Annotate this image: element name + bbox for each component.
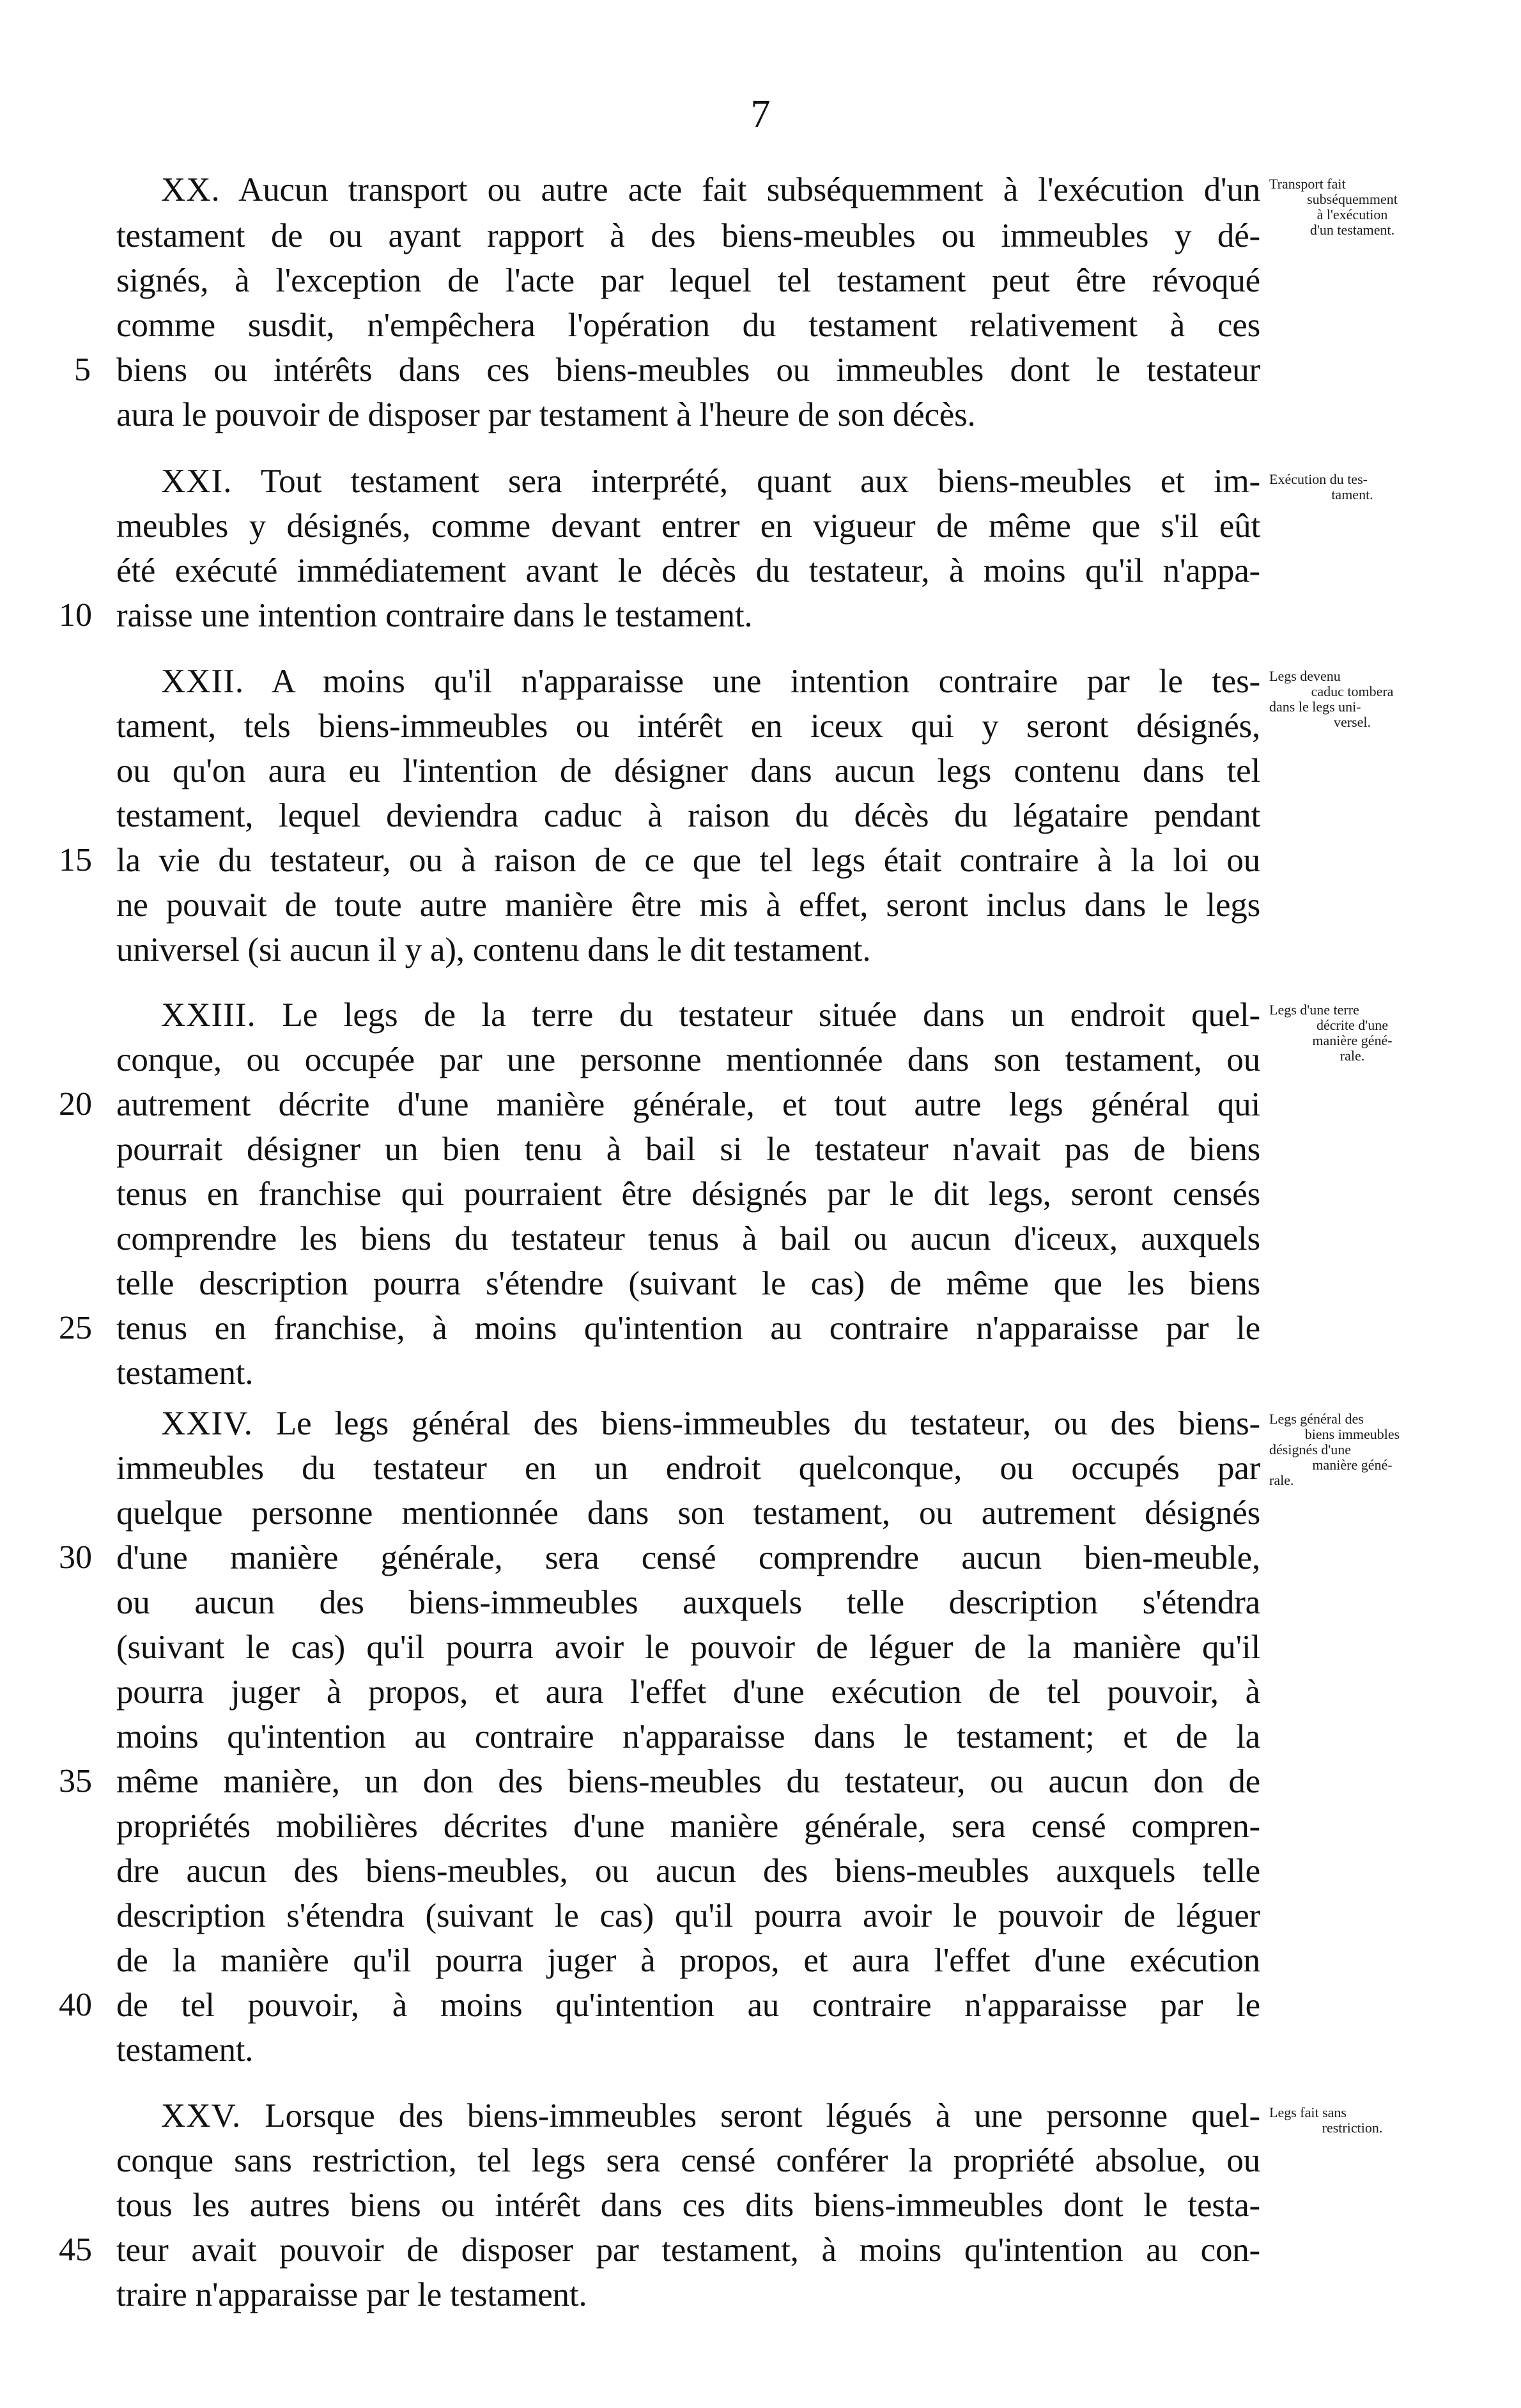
- line-number: 40: [59, 1987, 92, 2023]
- text-line: conque, ou occupée par une personne mentionnée dans son testament, ou: [116, 1041, 1260, 1078]
- article-number: XXIV.: [161, 1405, 253, 1442]
- margin-note-line: Transport fait: [1269, 176, 1346, 192]
- article-first-line: [161, 995, 1260, 1035]
- text-line: immeubles du testateur en un endroit quelconque, ou occupés par: [116, 1450, 1260, 1487]
- margin-note-line: versel.: [1333, 714, 1371, 730]
- text-line: signés, à l'exception de l'acte par lequel tel testament peut être révoqué: [116, 262, 1260, 299]
- text-line: été exécuté immédiatement avant le décès du testateur, à moins qu'il n'appa-: [116, 552, 1260, 589]
- margin-note-line: restriction.: [1322, 2120, 1383, 2136]
- text-line: quelque personne mentionnée dans son testament, ou autrement désignés: [116, 1495, 1260, 1532]
- margin-note-line: à l'exécution: [1316, 206, 1388, 222]
- text-line: ne pouvait de toute autre manière être mis à effet, seront inclus dans le legs: [116, 887, 1260, 924]
- line-number: 25: [59, 1310, 92, 1346]
- text-line: testament, lequel deviendra caduc à raison du décès du légataire pendant: [116, 797, 1260, 834]
- text-line: tous les autres biens ou intérêt dans ces dits biens-immeubles dont le testa-: [116, 2187, 1260, 2224]
- article-first-line: [161, 1404, 1260, 1443]
- text-line: pourrait désigner un bien tenu à bail si le testateur n'avait pas de biens: [116, 1131, 1260, 1168]
- text-line: dre aucun des biens-meubles, ou aucun des biens-meubles auxquels telle: [116, 1853, 1260, 1890]
- article-text: Tout testament sera interprété, quant aux biens-meubles et im-: [232, 463, 1260, 500]
- margin-note: [1269, 1002, 1435, 1064]
- text-line: tenus en franchise, à moins qu'intention au contraire n'apparaisse par le: [116, 1310, 1260, 1347]
- article-text: Lorsque des biens-immeubles seront légués à une personne quel-: [241, 2097, 1260, 2134]
- text-line: (suivant le cas) qu'il pourra avoir le pouvoir de léguer de la manière qu'il: [116, 1629, 1260, 1666]
- margin-note: [1269, 176, 1435, 238]
- text-line: universel (si aucun il y a), contenu dans le dit testament.: [116, 931, 871, 968]
- text-line: même manière, un don des biens-meubles du testateur, ou aucun don de: [116, 1763, 1260, 1800]
- article-number: XX.: [161, 171, 220, 208]
- article-first-line: [161, 662, 1260, 701]
- text-line: traire n'apparaisse par le testament.: [116, 2276, 587, 2313]
- margin-note-line: d'un testament.: [1309, 222, 1395, 238]
- line-number: 15: [59, 842, 92, 878]
- margin-note-line: désignés d'une: [1269, 1441, 1351, 1457]
- article-first-line: [161, 170, 1260, 210]
- text-line: conque sans restriction, tel legs sera censé conférer la propriété absolue, ou: [116, 2142, 1260, 2179]
- text-line: d'une manière générale, sera censé comprendre aucun bien-meuble,: [116, 1539, 1260, 1576]
- text-line: de tel pouvoir, à moins qu'intention au contraire n'apparaisse par le: [116, 1987, 1260, 2024]
- text-line: pourra juger à propos, et aura l'effet d'une exécution de tel pouvoir, à: [116, 1674, 1260, 1711]
- line-number: 20: [59, 1086, 92, 1122]
- text-line: ou aucun des biens-immeubles auxquels telle description s'étendra: [116, 1584, 1260, 1621]
- line-number: 45: [59, 2232, 92, 2268]
- margin-note-line: Legs général des: [1269, 1411, 1364, 1427]
- text-line: biens ou intérêts dans ces biens-meubles ou immeubles dont le testateur: [116, 352, 1260, 389]
- article-number: XXI.: [161, 463, 233, 500]
- text-line: comme susdit, n'empêchera l'opération du testament relativement à ces: [116, 307, 1260, 344]
- text-line: propriétés mobilières décrites d'une manière générale, sera censé compren-: [116, 1808, 1260, 1845]
- text-line: ou qu'on aura eu l'intention de désigner dans aucun legs contenu dans tel: [116, 752, 1260, 789]
- article-text: A moins qu'il n'apparaisse une intention contraire par le tes-: [244, 663, 1260, 700]
- margin-note-line: décrite d'une: [1316, 1017, 1389, 1033]
- margin-note-line: dans le legs uni-: [1269, 699, 1361, 715]
- margin-note-line: Legs fait sans: [1269, 2104, 1347, 2120]
- article-text: Le legs de la terre du testateur située dans un endroit quel-: [256, 997, 1260, 1034]
- text-line: tament, tels biens-immeubles ou intérêt en iceux qui y seront désignés,: [116, 708, 1260, 745]
- text-line: meubles y désignés, comme devant entrer en vigueur de même que s'il eût: [116, 508, 1260, 545]
- article-first-line: [161, 2096, 1260, 2136]
- text-line: moins qu'intention au contraire n'apparaisse dans le testament; et de la: [116, 1718, 1260, 1755]
- margin-note-line: subséquemment: [1307, 191, 1398, 207]
- article-first-line: [161, 462, 1260, 501]
- article-text: Aucun transport ou autre acte fait subséquemment à l'exécution d'un: [220, 171, 1260, 208]
- text-line: telle description pourra s'étendre (suivant le cas) de même que les biens: [116, 1265, 1260, 1302]
- article-number: XXV.: [161, 2097, 242, 2134]
- margin-note: [1269, 472, 1435, 502]
- line-number: 35: [59, 1763, 92, 1799]
- line-number: 30: [59, 1539, 92, 1576]
- text-line: teur avait pouvoir de disposer par testament, à moins qu'intention au con-: [116, 2232, 1260, 2269]
- article-number: XXIII.: [161, 997, 256, 1034]
- margin-note-line: tament.: [1331, 486, 1373, 502]
- text-line: autrement décrite d'une manière générale, et tout autre legs général qui: [116, 1086, 1260, 1123]
- text-line: raisse une intention contraire dans le testament.: [116, 597, 753, 634]
- text-line: de la manière qu'il pourra juger à propos, et aura l'effet d'une exécution: [116, 1942, 1260, 1979]
- text-line: testament.: [116, 1355, 254, 1392]
- text-line: comprendre les biens du testateur tenus à bail ou aucun d'iceux, auxquels: [116, 1220, 1260, 1257]
- line-number: 5: [74, 352, 91, 388]
- margin-note-line: rale.: [1340, 1048, 1365, 1064]
- article-number: XXII.: [161, 663, 245, 700]
- margin-note-line: manière géné-: [1312, 1032, 1393, 1048]
- margin-note-line: caduc tombera: [1311, 683, 1394, 699]
- text-line: aura le pouvoir de disposer par testament à l'heure de son décès.: [116, 396, 976, 433]
- margin-note: [1269, 2105, 1435, 2136]
- text-line: testament.: [116, 2031, 254, 2069]
- article-text: Le legs général des biens-immeubles du testateur, ou des biens-: [252, 1405, 1260, 1442]
- margin-note-line: Legs devenu: [1269, 668, 1341, 684]
- line-number: 10: [59, 597, 92, 633]
- margin-note-line: Exécution du tes-: [1269, 471, 1368, 487]
- margin-note-line: Legs d'une terre: [1269, 1002, 1359, 1018]
- margin-note-line: rale.: [1269, 1472, 1294, 1488]
- margin-note-line: biens immeubles: [1304, 1426, 1400, 1442]
- margin-note-line: manière géné-: [1312, 1457, 1393, 1473]
- text-line: tenus en franchise qui pourraient être désignés par le dit legs, seront censés: [116, 1176, 1260, 1213]
- margin-note: [1269, 1411, 1435, 1488]
- margin-note: [1269, 669, 1435, 730]
- text-line: testament de ou ayant rapport à des biens-meubles ou immeubles y dé-: [116, 217, 1260, 254]
- page-number: 7: [750, 93, 771, 136]
- text-line: la vie du testateur, ou à raison de ce que tel legs était contraire à la loi ou: [116, 842, 1260, 879]
- text-line: description s'étendra (suivant le cas) qu'il pourra avoir le pouvoir de léguer: [116, 1897, 1260, 1934]
